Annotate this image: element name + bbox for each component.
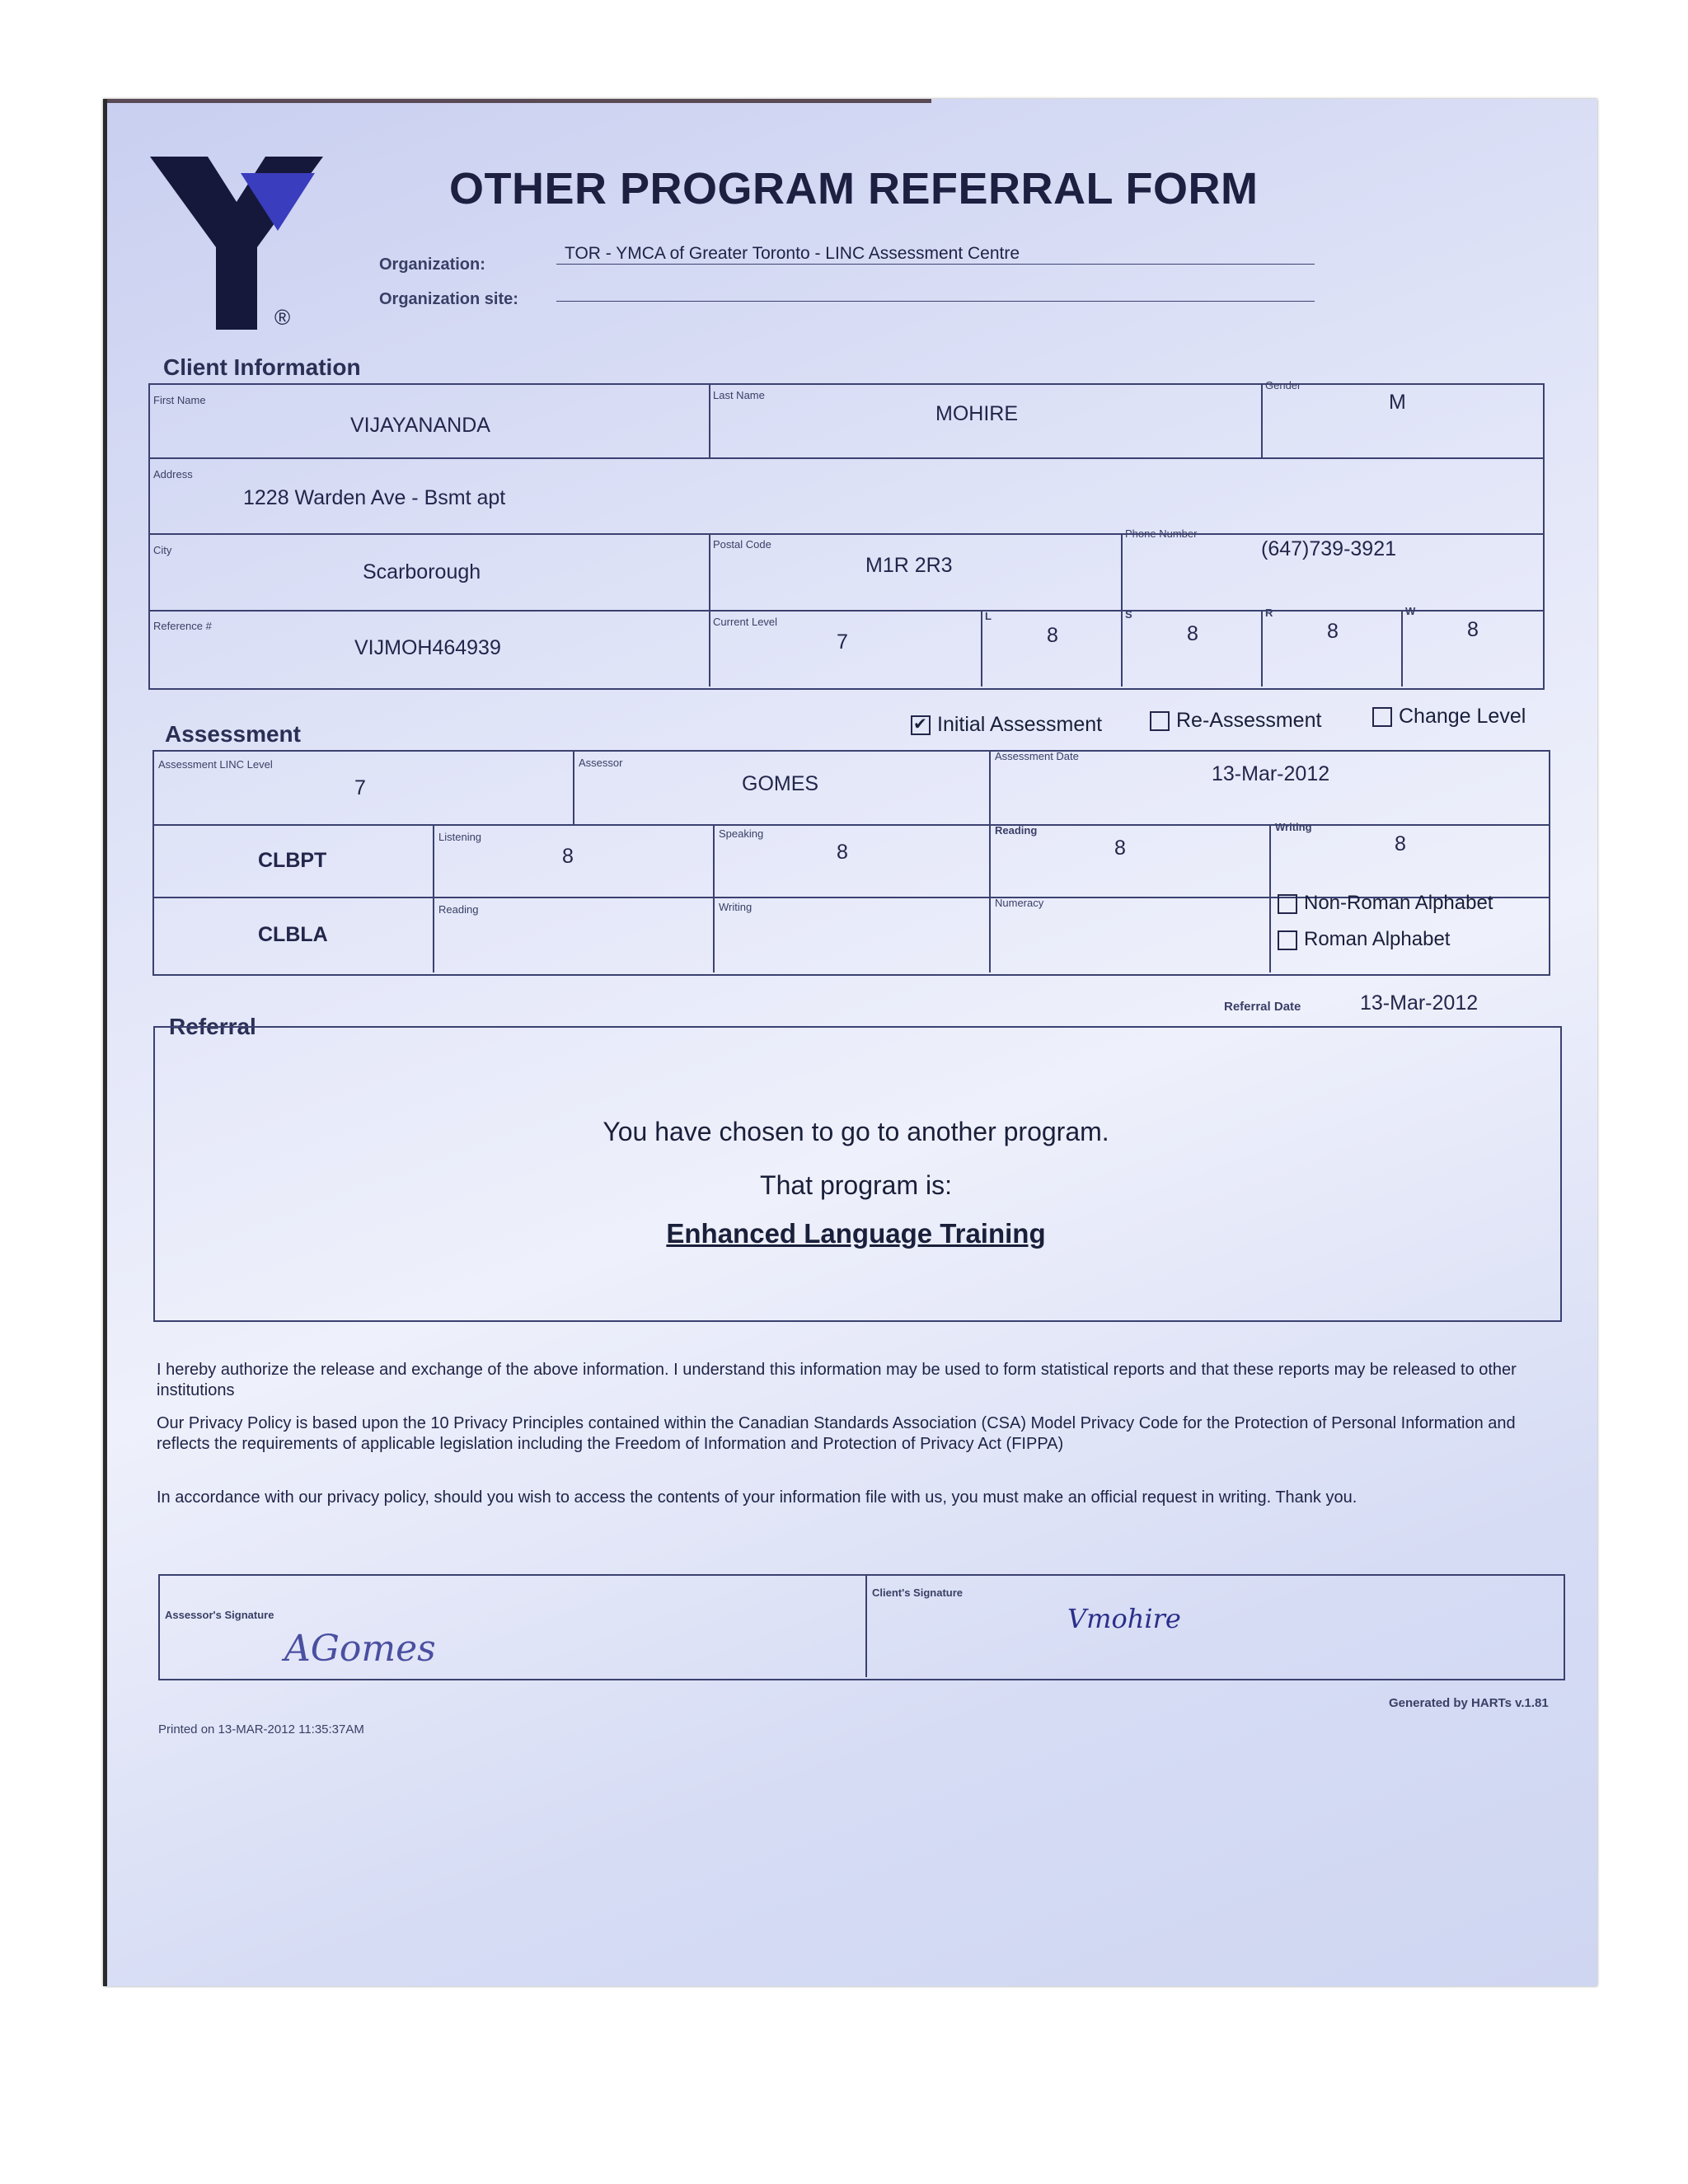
col-divider <box>1261 383 1263 457</box>
current-level-label: Current Level <box>713 616 778 628</box>
assessor-value: GOMES <box>742 772 819 795</box>
change-level-checkbox[interactable] <box>1372 707 1392 727</box>
listening-label: Listening <box>438 831 482 843</box>
referral-line-1: You have chosen to go to another program. <box>603 1117 1109 1146</box>
writing-label: Writing <box>1275 821 1312 833</box>
row-divider <box>152 824 1549 826</box>
reassessment-checkbox[interactable] <box>1150 711 1170 731</box>
linc-level-label: Assessment LINC Level <box>158 758 273 771</box>
client-signature-label: Client's Signature <box>872 1586 963 1599</box>
address-value: 1228 Warden Ave - Bsmt apt <box>243 486 506 509</box>
printed-on: Printed on 13-MAR-2012 11:35:37AM <box>158 1722 364 1736</box>
non-roman-alphabet-checkbox[interactable] <box>1278 894 1297 914</box>
roman-alphabet-checkbox[interactable] <box>1278 930 1297 950</box>
level-r-label: R <box>1265 607 1273 619</box>
row-divider <box>148 610 1543 612</box>
col-divider <box>981 610 982 687</box>
referral-section-title: Referral <box>169 1014 256 1039</box>
organization-site-line <box>556 301 1315 302</box>
client-signature: Vmohire <box>1067 1603 1181 1634</box>
reading-value: 8 <box>1114 837 1126 860</box>
level-s-value: 8 <box>1187 622 1198 645</box>
reading-label: Reading <box>995 824 1038 837</box>
first-name-value: VIJAYANANDA <box>350 414 490 437</box>
clbpt-label: CLBPT <box>258 849 327 872</box>
clbla-writing-label: Writing <box>719 901 753 913</box>
row-divider <box>148 533 1543 535</box>
level-s-label: S <box>1125 608 1132 621</box>
speaking-label: Speaking <box>719 827 764 840</box>
reference-label: Reference # <box>153 620 212 632</box>
level-r-value: 8 <box>1327 620 1339 643</box>
col-divider <box>433 824 434 972</box>
referral-date-value: 13-Mar-2012 <box>1360 991 1479 1015</box>
col-divider <box>1261 610 1263 687</box>
organization-label: Organization: <box>379 255 485 274</box>
generated-by: Generated by HARTs v.1.81 <box>1389 1696 1549 1710</box>
reference-value: VIJMOH464939 <box>354 636 501 659</box>
col-divider <box>1401 610 1403 687</box>
assessor-label: Assessor <box>579 757 623 769</box>
privacy-policy-paragraph: Our Privacy Policy is based upon the 10 Privacy Principles contained within the Canadian Standards Association (CSA) Model Privacy Code for the Protection of Personal Information and reflects the requirements of applicable legislation including the Freedom of Information and Protection of Privacy Act (FIPPA) <box>157 1414 1516 1453</box>
writing-value: 8 <box>1395 832 1406 855</box>
assessment-date-label: Assessment Date <box>995 750 1079 762</box>
non-roman-alphabet-option[interactable] <box>1278 892 1493 915</box>
initial-assessment-label: Initial Assessment <box>937 713 1103 736</box>
col-divider <box>1269 824 1271 972</box>
speaking-value: 8 <box>837 841 848 864</box>
page-top-edge <box>107 99 931 103</box>
level-l-value: 8 <box>1047 624 1058 647</box>
row-divider <box>148 457 1543 459</box>
col-divider <box>1121 610 1123 687</box>
col-divider <box>1121 533 1123 610</box>
registered-mark: ® <box>274 305 291 330</box>
organization-value: TOR - YMCA of Greater Toronto - LINC Assessment Centre <box>565 244 1020 263</box>
last-name-label: Last Name <box>713 389 765 401</box>
col-divider <box>713 824 715 972</box>
consent-paragraph-1: I hereby authorize the release and exchange of the above information. I understand this information may be used to form statistical reports and that these reports may be released to other institutions <box>157 1361 1517 1399</box>
col-divider <box>573 750 574 824</box>
gender-value: M <box>1389 391 1406 414</box>
organization-site-label: Organization site: <box>379 290 518 308</box>
listening-value: 8 <box>562 845 574 868</box>
assessment-section-title: Assessment <box>165 721 301 747</box>
numeracy-label: Numeracy <box>995 897 1044 909</box>
access-request-paragraph: In accordance with our privacy policy, should you wish to access the contents of your information file with us, you must make an official request in writing. Thank you. <box>157 1488 1357 1507</box>
gender-label: Gender <box>1265 379 1301 391</box>
col-divider <box>989 750 991 824</box>
first-name-label: First Name <box>153 394 206 406</box>
client-section-title: Client Information <box>163 354 361 380</box>
reassessment-option[interactable] <box>1150 709 1321 733</box>
change-level-option[interactable] <box>1372 705 1526 729</box>
ymca-logo <box>150 157 323 338</box>
level-w-value: 8 <box>1467 618 1479 641</box>
col-divider <box>709 533 710 687</box>
change-level-label: Change Level <box>1399 705 1526 728</box>
form-page <box>103 99 1597 1986</box>
phone-value: (647)739-3921 <box>1261 537 1397 560</box>
page-title: OTHER PROGRAM REFERRAL FORM <box>449 164 1259 213</box>
signature-divider <box>865 1574 867 1677</box>
non-roman-alphabet-label: Non-Roman Alphabet <box>1304 892 1493 914</box>
phone-label: Phone Number <box>1125 527 1198 540</box>
postal-code-value: M1R 2R3 <box>865 554 953 577</box>
postal-code-label: Postal Code <box>713 538 771 551</box>
organization-line <box>556 264 1315 265</box>
level-w-label: W <box>1405 605 1416 617</box>
col-divider <box>709 383 710 457</box>
linc-level-value: 7 <box>354 776 366 799</box>
assessor-signature-label: Assessor's Signature <box>165 1609 274 1621</box>
initial-assessment-checkbox[interactable] <box>911 715 931 735</box>
col-divider <box>989 824 991 972</box>
assessor-signature: AGomes <box>284 1628 436 1670</box>
clbla-label: CLBLA <box>258 923 328 946</box>
referral-date-label: Referral Date <box>1224 1000 1301 1014</box>
roman-alphabet-option[interactable] <box>1278 928 1450 951</box>
level-l-label: L <box>985 610 992 622</box>
reassessment-label: Re-Assessment <box>1176 709 1322 732</box>
assessment-date-value: 13-Mar-2012 <box>1212 762 1330 785</box>
clbla-reading-label: Reading <box>438 903 479 916</box>
address-label: Address <box>153 468 193 480</box>
roman-alphabet-label: Roman Alphabet <box>1304 928 1451 950</box>
referral-line-2: That program is: <box>760 1170 952 1200</box>
city-label: City <box>153 544 172 556</box>
current-level-value: 7 <box>837 630 848 654</box>
city-value: Scarborough <box>363 560 481 583</box>
last-name-value: MOHIRE <box>935 402 1018 425</box>
referral-program: Enhanced Language Training <box>666 1218 1046 1249</box>
initial-assessment-option[interactable] <box>911 713 1102 737</box>
